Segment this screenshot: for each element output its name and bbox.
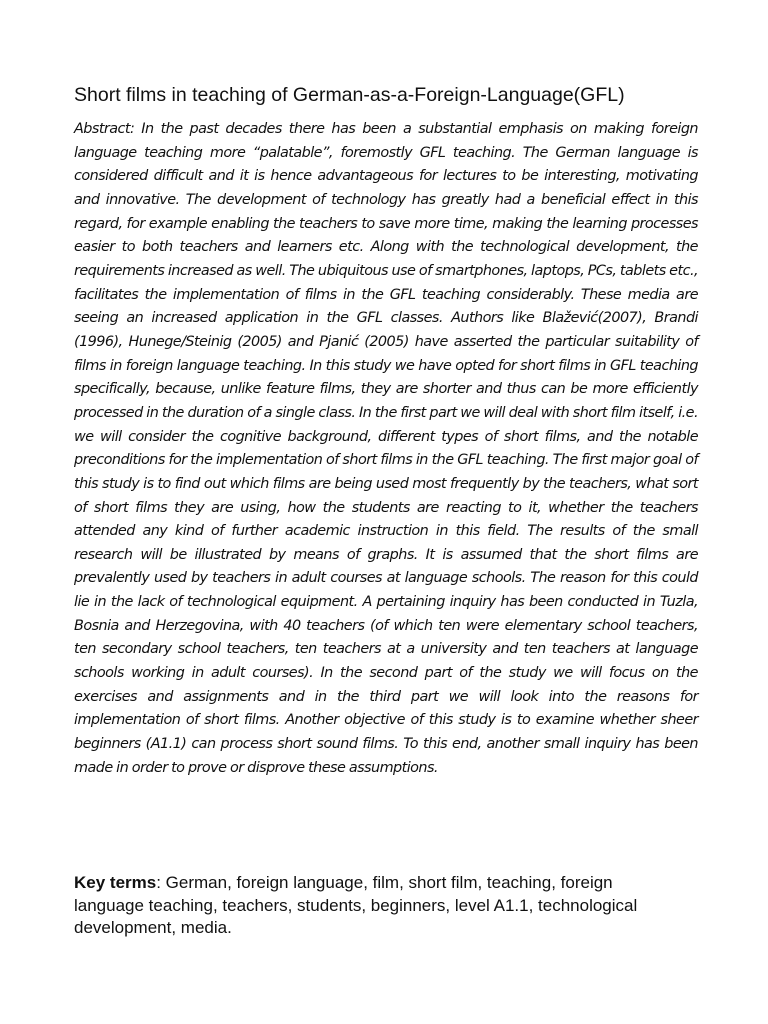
abstract-paragraph: Abstract: In the past decades there has been a substantial emphasis on making foreign language teaching more “palatable”, foremostly GFL teaching. The German language is considered difficult and it is hence advantageous for lectures to be interesting, motivating and innovative. The development of technology has greatly had a beneficial effect in this regard, for example enabling the teachers to save more time, making the learning processes easier to both teachers and learners etc. Along with the technological development, the requirements increased as well. The ubiquitous use of smartphones, laptops, PCs, tablets etc., facilitates the implementation of films in the GFL teaching considerably. These media are seeing an increased application in the GFL classes. Authors like Blažević(2007), Brandi (1996), Hunege/Steinig (2005) and Pjanić (2005) have asserted the particular suitability of films in foreign language teaching. In this study we have opted for short films in GFL teaching specifically, because, unlike feature films, they are shorter and thus can be more efficiently processed in the duration of a single class. In the first part we will deal with short film itself, i.e. we will consider the cognitive background, different types of short films, and the notable preconditions for the implementation of short films in the GFL teaching. The first major goal of this study is to find out which films are being used most frequently by the teachers, what sort of short films they are using, how the students are reacting to it, whether the teachers attended any kind of further academic instruction in this field. The results of the small research will be illustrated by means of graphs. It is assumed that the short films are prevalently used by teachers in adult courses at language schools. The reason for this could lie in the lack of technological equipment. A pertaining inquiry has been conducted in Tuzla, Bosnia and Herzegovina, with 40 teachers (of which ten were elementary school teachers, ten secondary school teachers, ten teachers at a university and ten teachers at language schools working in adult courses). In the second part of the study we will focus on the exercises and assignments and in the third part we will look into the reasons for implementation of short films. Another objective of this study is to examine whether sheer beginners (A1.1) can process short sound films. To this end, another small inquiry has been made in order to prove or disprove these assumptions. (74, 121, 698, 776)
key-terms-label: Key terms (74, 873, 157, 892)
key-terms-separator: : (156, 873, 161, 892)
key-terms-paragraph (74, 872, 674, 940)
key-terms-list: German, foreign language, film, short film, teaching, foreign language teaching, teachers, students, beginners, level A1.1, technological development, media. (74, 873, 638, 937)
paper-title: Short films in teaching of German-as-a-Foreign-Language(GFL) (74, 84, 625, 106)
